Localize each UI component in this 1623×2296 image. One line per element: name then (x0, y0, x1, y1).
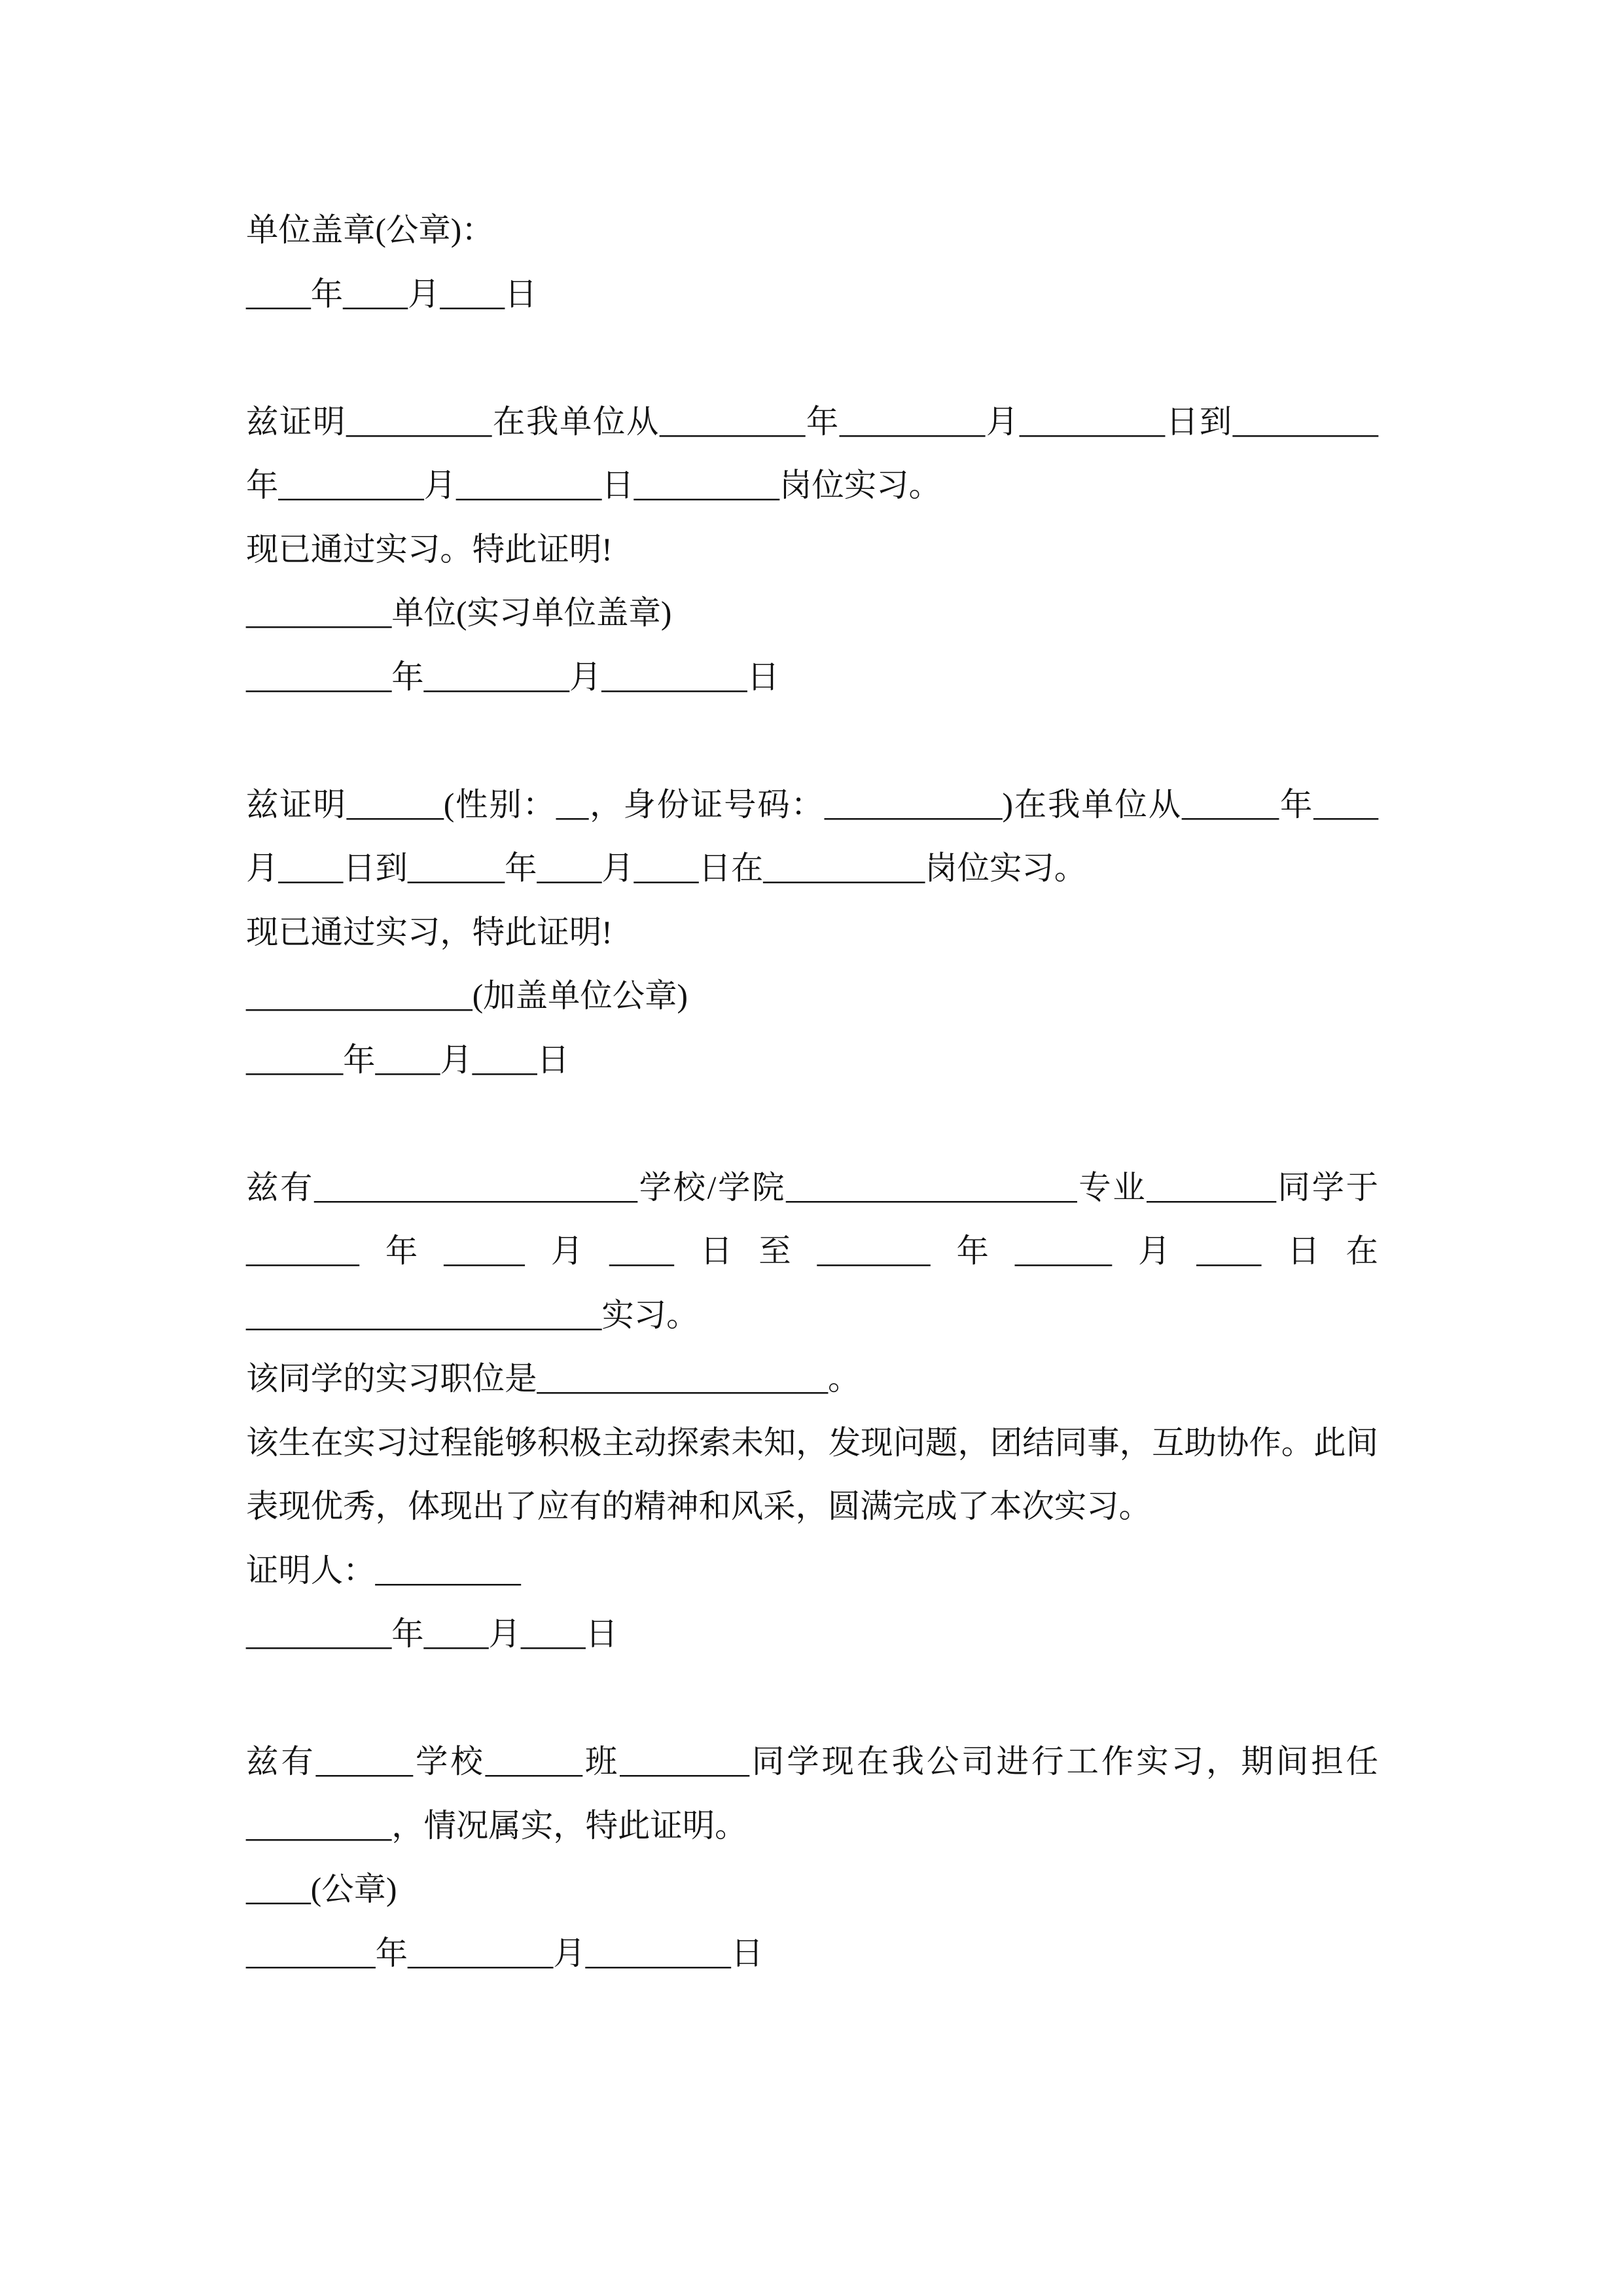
date-line: _________年____月____日 (246, 1616, 618, 1652)
spread-token: _____ (444, 1233, 525, 1269)
conclusion-line: 现已通过实习。特此证明! (246, 531, 613, 567)
evaluation-line: 表现优秀，体现出了应有的精神和风采，圆满完成了本次实习。 (246, 1488, 1151, 1524)
certificate-body-line: 兹证明______(性别：__，身份证号码：___________)在我单位从______年____ (246, 786, 1378, 823)
date-line: ____年____月____日 (246, 276, 537, 312)
spread-token: 日 (1287, 1233, 1320, 1269)
seal-block (246, 198, 1378, 326)
date-line: _________年_________月_________日 (246, 658, 779, 695)
spread-token: 至 (758, 1233, 791, 1269)
certificate-body-line: ______________________实习。 (246, 1297, 699, 1333)
spread-token: 在 (1346, 1233, 1378, 1269)
spread-token: _______ (817, 1233, 931, 1269)
spread-token: 月 (550, 1233, 584, 1269)
certificate-body-line: 兹有______学校______班________同学现在我公司进行工作实习，期间担任 (246, 1744, 1378, 1780)
certificate-template-4 (246, 1730, 1378, 1985)
certificate-body-line: 年_________月_________日_________岗位实习。 (246, 467, 941, 503)
certificate-body-line: 月____日到______年____月____日在__________岗位实习。 (246, 850, 1087, 886)
evaluation-line: 该生在实习过程能够积极主动探索未知，发现问题，团结同事，互助协作。此间 (246, 1424, 1378, 1461)
position-line: 该同学的实习职位是__________________。 (246, 1361, 861, 1397)
seal-line: ______________(加盖单位公章) (246, 978, 688, 1014)
spread-token: ____ (609, 1233, 674, 1269)
certificate-template-3 (246, 1156, 1378, 1666)
certificate-template-2 (246, 773, 1378, 1092)
document-page (246, 198, 1378, 1985)
spread-token: 年 (956, 1233, 989, 1269)
certificate-body-line: 兹有____________________学校/学院__________________专业________同学于 (246, 1169, 1378, 1206)
seal-label: 单位盖章(公章)： (246, 212, 494, 248)
certificate-template-1 (246, 390, 1378, 709)
date-line: ________年_________月_________日 (246, 1935, 764, 1971)
spread-token: 年 (385, 1233, 418, 1269)
seal-line: _________单位(实习单位盖章) (246, 595, 672, 631)
spread-token: ______ (1014, 1233, 1112, 1269)
internship-period-line (246, 1219, 1378, 1283)
certificate-body-line: 兹证明_________在我单位从_________年_________月_________日到_________ (246, 403, 1378, 440)
conclusion-line: 现已通过实习，特此证明! (246, 914, 613, 950)
spread-token: _______ (246, 1233, 359, 1269)
conclusion-line: _________，情况属实，特此证明。 (246, 1807, 747, 1844)
spread-token: ____ (1196, 1233, 1262, 1269)
spread-token: 月 (1137, 1233, 1171, 1269)
date-line: ______年____月____日 (246, 1041, 569, 1078)
seal-line: ____(公章) (246, 1871, 397, 1907)
spread-token: 日 (700, 1233, 733, 1269)
witness-line: 证明人：_________ (246, 1552, 521, 1588)
